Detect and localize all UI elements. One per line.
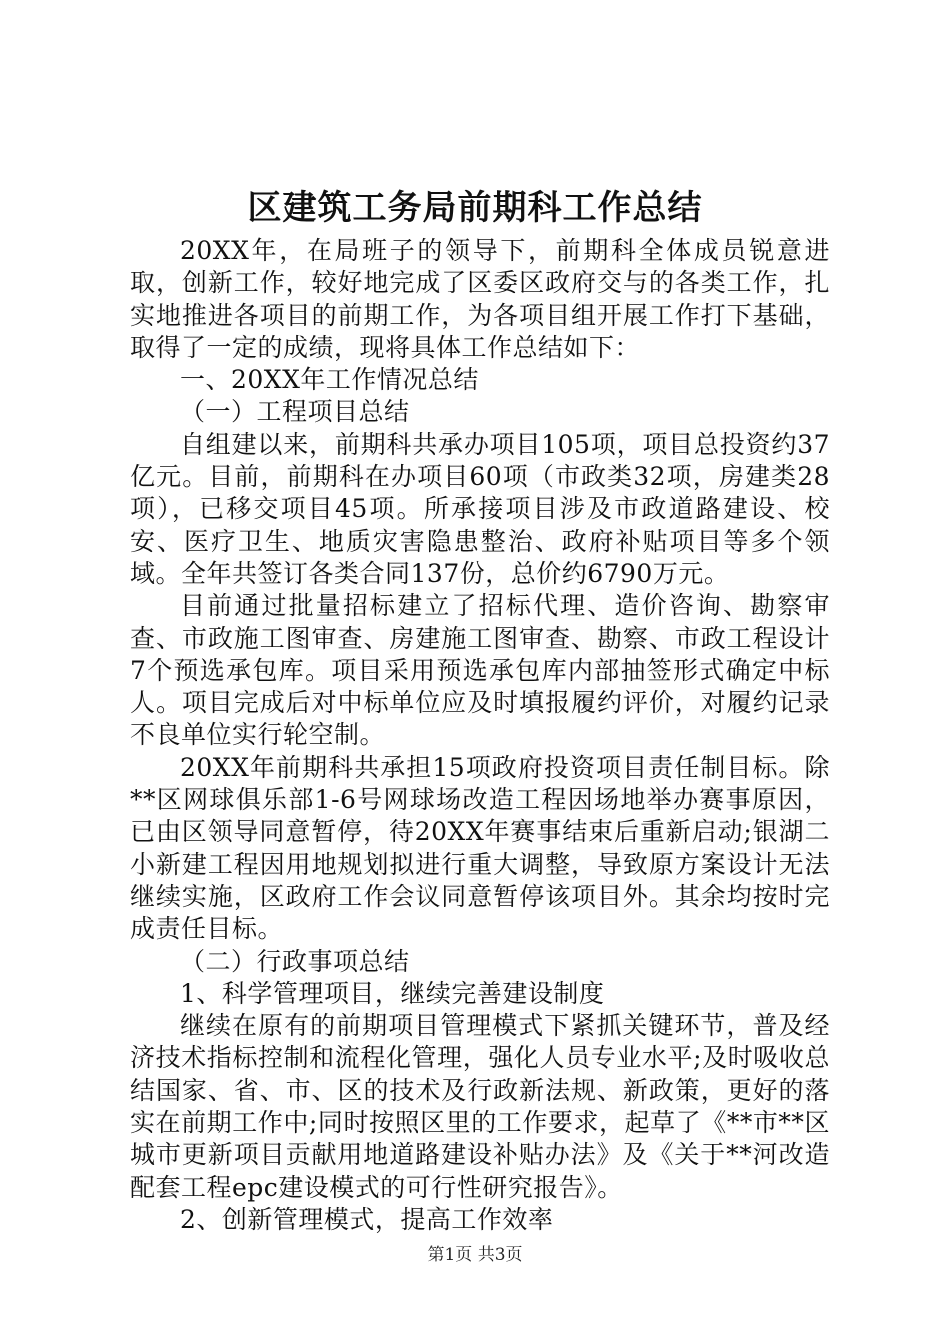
subsection-heading-engineering: （一）工程项目总结 [180,397,410,427]
document-title: 区建筑工务局前期科工作总结 [247,188,703,228]
item-heading-2: 2、创新管理模式，提高工作效率 [180,1204,554,1234]
page-footer: 第1页 共3页 [427,1245,523,1265]
paragraph-bidding-library: 目前通过批量招标建立了招标代理、造价咨询、勘察审查、市政施工图审查、房建施工图审查、勘察、市政工程设计7个预选承包库。项目采用预选承包库内部抽签形式确定中标人。项目完成后对中标单位应及时填报履约评价，对履约记录不良单位实行轮空制。 [130,591,830,750]
item-heading-1: 1、科学管理项目，继续完善建设制度 [180,978,605,1008]
document-body [130,235,830,1236]
subsection-heading-administration: （二）行政事项总结 [180,946,410,976]
intro-paragraph: 20XX年，在局班子的领导下，前期科全体成员锐意进取，创新工作，较好地完成了区委区政府交与的各类工作，扎实地推进各项目的前期工作，为各项目组开展工作打下基础，取得了一定的成绩，现将具体工作总结如下： [130,236,830,362]
section-heading-1: 一、20XX年工作情况总结 [180,365,479,395]
paragraph-responsibility-targets: 20XX年前期科共承担15项政府投资项目责任制目标。除**区网球俱乐部1-6号网球场改造工程因场地举办赛事原因，已由区领导同意暂停，待20XX年赛事结束后重新启动;银湖二小新建工程因用地规划拟进行重大调整，导致原方案设计无法继续实施，区政府工作会议同意暂停该项目外。其余均按时完成责任目标。 [130,752,830,944]
paragraph-project-stats: 自组建以来，前期科共承办项目105项，项目总投资约37亿元。目前，前期科在办项目60项（市政类32项，房建类28项），已移交项目45项。所承接项目涉及市政道路建设、校安、医疗卫生、地质灾害隐患整治、政府补贴项目等多个领域。全年共签订各类合同137份，总价约6790万元。 [130,429,830,588]
paragraph-management-system: 继续在原有的前期项目管理模式下紧抓关键环节，普及经济技术指标控制和流程化管理，强化人员专业水平;及时吸收总结国家、省、市、区的技术及行政新法规、新政策，更好的落实在前期工作中;同时按照区里的工作要求，起草了《**市**区城市更新项目贡献用地道路建设补贴办法》及《关于**河改造配套工程epc建设模式的可行性研究报告》。 [130,1011,830,1202]
